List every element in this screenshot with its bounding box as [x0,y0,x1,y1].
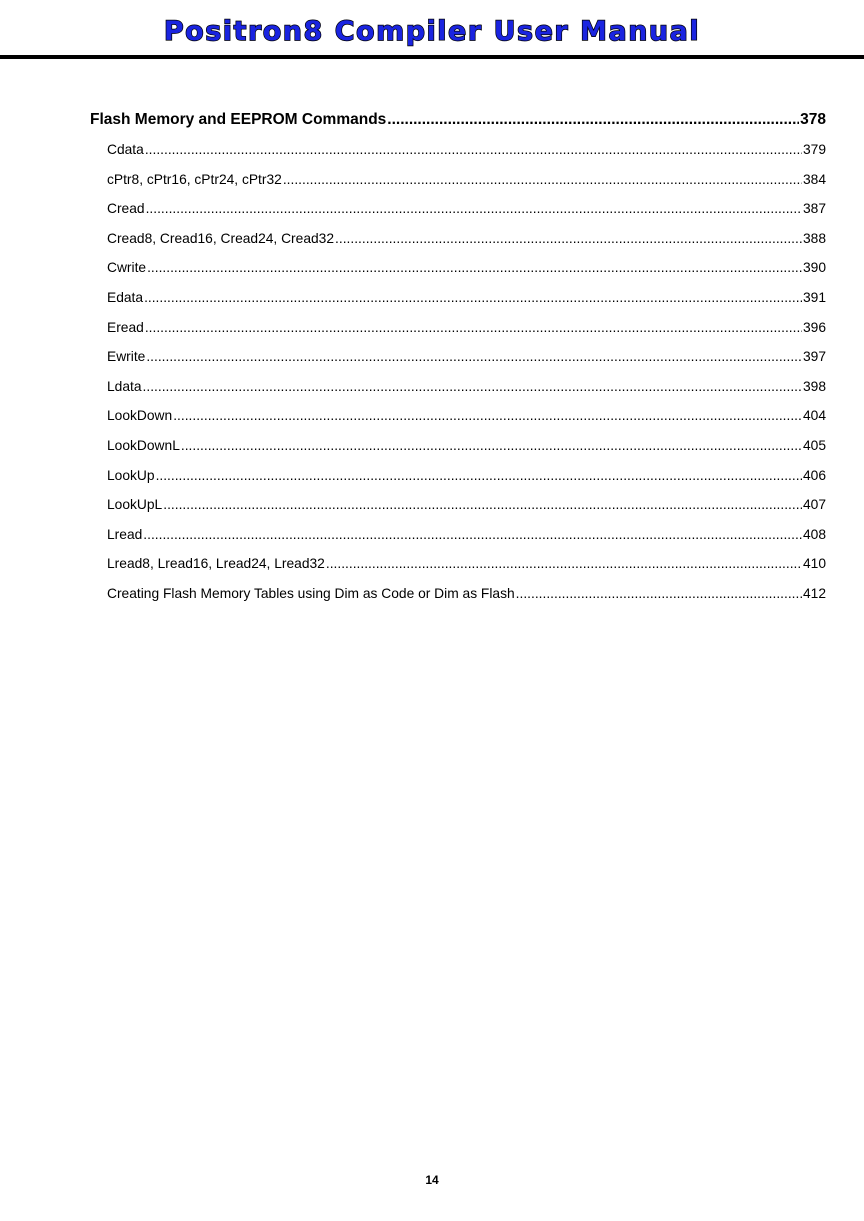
toc-entry-page: 412 [802,586,826,601]
page-header [0,0,864,62]
toc-entry-page: 384 [802,171,826,187]
toc-entry-page: 410 [802,556,826,572]
toc-entry-page: 404 [802,408,826,424]
toc-entry[interactable] [107,140,826,160]
toc-entry[interactable] [107,229,826,249]
toc-dot-leader [143,525,802,545]
toc-entry-page: 407 [802,497,826,513]
toc-section-page: 378 [800,111,826,128]
toc-entry-page: 396 [802,319,826,335]
toc-entry[interactable] [107,318,826,338]
toc-entry-page: 379 [802,142,826,157]
toc-dot-leader [516,584,802,604]
toc-dot-leader [335,229,802,249]
toc-dot-leader [156,466,802,486]
toc-entry[interactable] [107,525,826,545]
toc-entry-title: LookDown [107,408,173,424]
toc-section-heading[interactable] [90,109,826,131]
toc-dot-leader [144,288,802,308]
toc-entry-page: 388 [802,230,826,246]
toc-entry-title: Edata [107,290,144,305]
toc-entry[interactable] [107,584,826,604]
toc-entry-title: Eread [107,319,144,335]
toc-entry-title: Cread8, Cread16, Cread24, Cread32 [107,230,335,246]
toc-dot-leader [326,554,802,574]
toc-entry[interactable] [107,347,826,367]
toc-entry-title: LookUp [107,467,155,483]
toc-dot-leader [181,436,802,456]
toc-entry-page: 391 [802,290,826,305]
toc-entry-page: 405 [802,438,826,453]
toc-dot-leader [173,406,802,426]
page-number: 14 [425,1173,439,1187]
toc-entry[interactable] [107,466,826,486]
toc-entry-title: Cwrite [107,260,147,276]
toc-entry-title: Lread [107,526,143,542]
toc-entry-page: 398 [802,378,826,394]
toc-entry[interactable] [107,377,826,397]
toc-entry[interactable] [107,554,826,574]
toc-entry-title: cPtr8, cPtr16, cPtr24, cPtr32 [107,171,282,187]
toc-dot-leader [145,140,802,160]
toc-entry[interactable] [107,288,826,308]
header-rule [0,55,864,59]
toc-entry-title: Creating Flash Memory Tables using Dim as Code or Dim as Flash [107,586,515,601]
toc-entry-title: LookUpL [107,497,163,513]
toc-dot-leader [145,318,802,338]
toc-entry[interactable] [107,199,826,219]
toc-dot-leader [283,170,802,190]
toc-entry-title: Ewrite [107,349,146,365]
toc-entry-title: LookDownL [107,438,180,453]
toc-entry-title: Cread [107,201,145,217]
toc-entry[interactable] [107,436,826,456]
toc-dot-leader [387,109,799,131]
toc-entry-title: Ldata [107,378,142,394]
toc-dot-leader [163,495,802,515]
toc-entry[interactable] [107,170,826,190]
toc-entry[interactable] [107,406,826,426]
toc-entry-title: Lread8, Lread16, Lread24, Lread32 [107,556,325,572]
toc-section-title: Flash Memory and EEPROM Commands [90,111,387,128]
toc-dot-leader [143,377,802,397]
toc-dot-leader [146,199,802,219]
toc-entry[interactable] [107,258,826,278]
toc-entry[interactable] [107,495,826,515]
toc-entry-page: 406 [802,467,826,483]
toc-entry-page: 408 [802,526,826,542]
manual-title: Positron8 Compiler User Manual [163,16,701,47]
toc-dot-leader [147,258,802,278]
toc-entry-page: 397 [802,349,826,365]
toc-entry-page: 390 [802,260,826,276]
toc-entry-title: Cdata [107,142,144,157]
toc-entry-page: 387 [802,201,826,217]
toc-dot-leader [146,347,802,367]
